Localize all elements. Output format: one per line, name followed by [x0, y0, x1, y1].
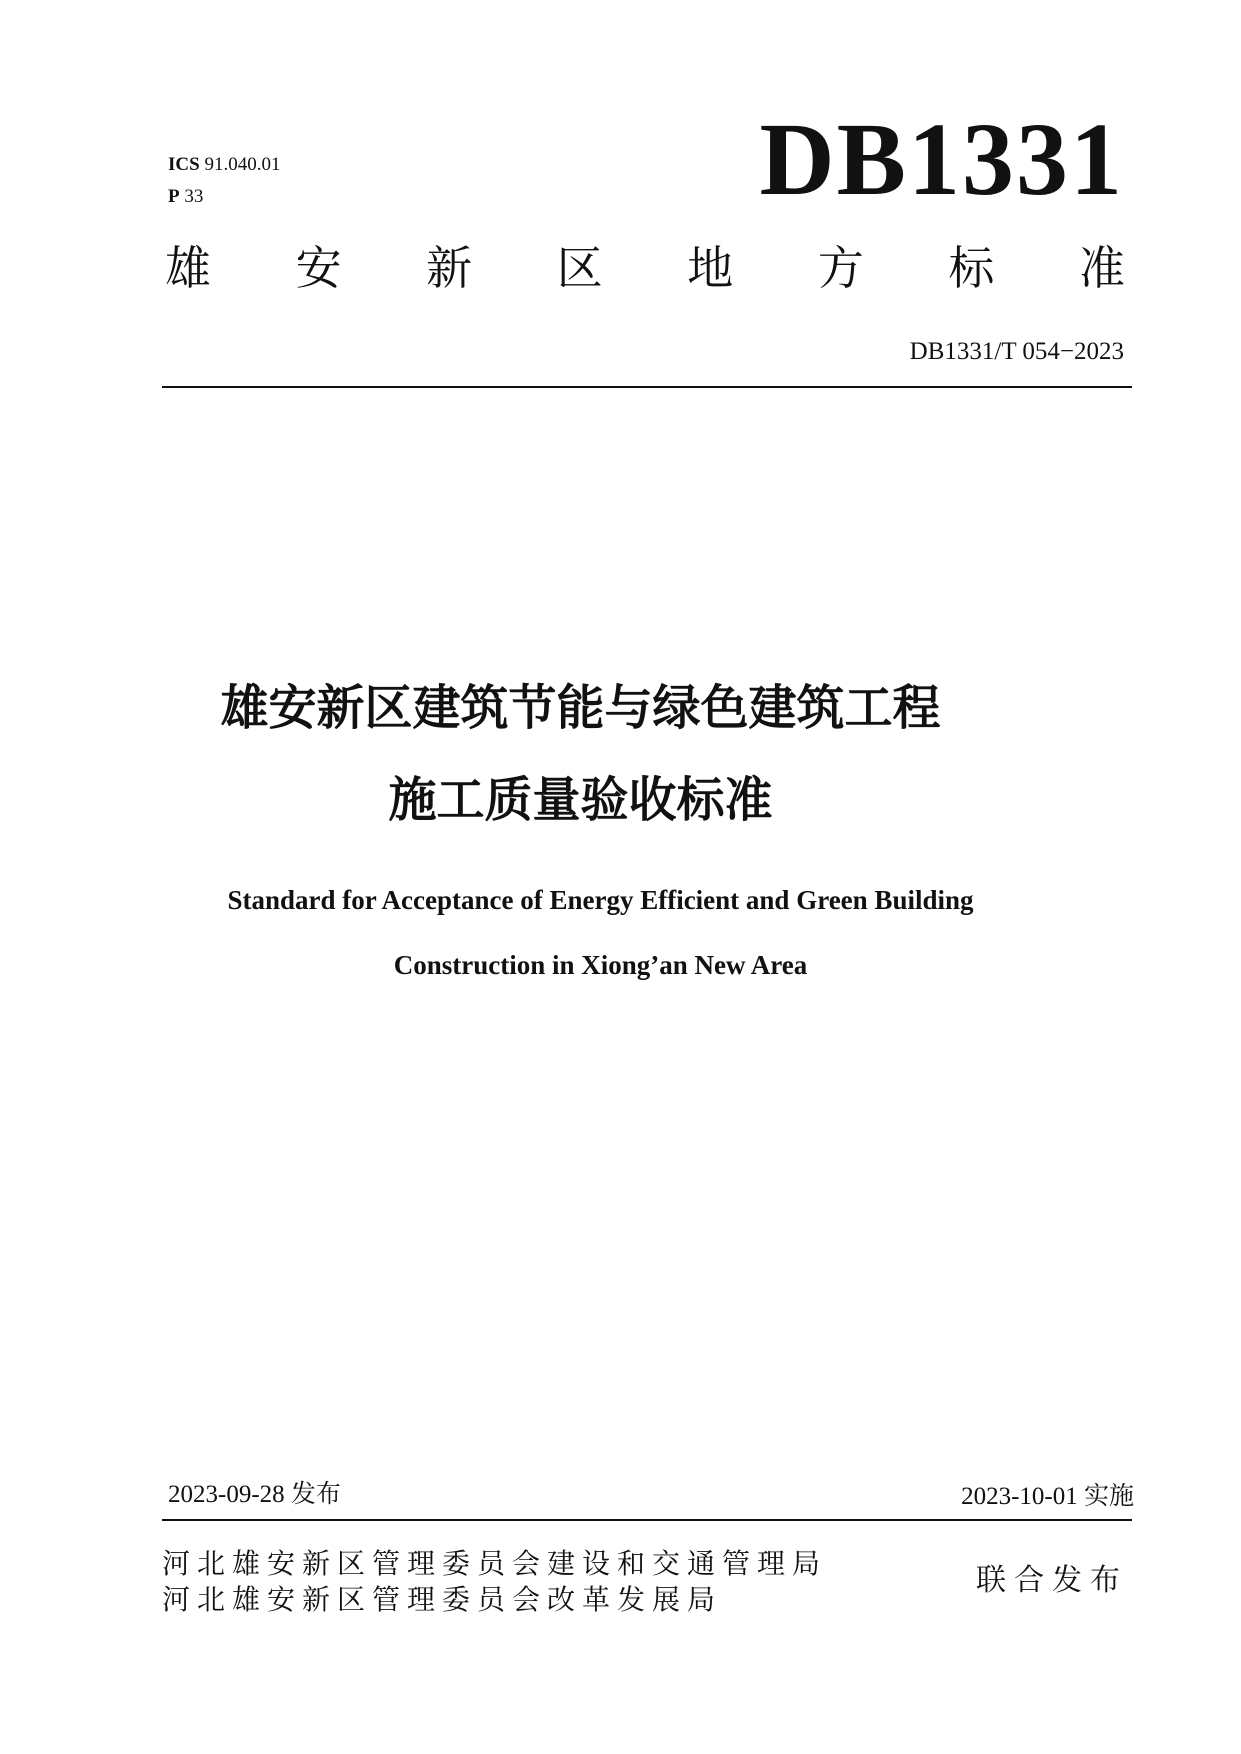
ics-label: ICS — [168, 154, 200, 175]
title-en-line1: Standard for Acceptance of Energy Efficient and Green Building — [227, 885, 974, 915]
standard-number: DB1331/T 054−2023 — [909, 338, 1124, 365]
ics-value: 91.040.01 — [204, 154, 281, 175]
standard-type-char: 方 — [817, 241, 864, 295]
implementation-date: 2023-10-01 实施 — [961, 1483, 1134, 1510]
title-zh-line1: 雄安新区建筑节能与绿色建筑工程 — [220, 680, 941, 736]
standard-type — [165, 238, 1125, 298]
issuer-line: 河北雄安新区管理委员会改革发展局 — [162, 1583, 723, 1616]
ics-code — [168, 154, 280, 176]
standard-type-char: 标 — [948, 241, 995, 295]
issuing-authorities — [162, 1546, 827, 1618]
standard-type-char: 区 — [556, 241, 603, 295]
class-value: 33 — [184, 186, 204, 207]
class-label: P — [168, 186, 180, 207]
issue-date: 2023-09-28 发布 — [168, 1481, 341, 1508]
standard-type-char: 新 — [426, 241, 473, 295]
top-divider — [162, 386, 1132, 388]
standard-type-char: 准 — [1078, 241, 1125, 295]
standard-type-char: 安 — [295, 241, 342, 295]
title-en-line2: Construction in Xiong’an New Area — [393, 950, 808, 980]
issuer-line: 河北雄安新区管理委员会建设和交通管理局 — [162, 1547, 828, 1580]
joint-issue-label: 联合发布 — [976, 1563, 1128, 1598]
title-zh-line2: 施工质量验收标准 — [388, 772, 773, 828]
standard-code: DB1331 — [759, 102, 1124, 217]
standard-type-char: 地 — [687, 241, 734, 295]
standard-type-char: 雄 — [165, 241, 211, 295]
classification-code — [168, 186, 203, 208]
bottom-divider — [162, 1519, 1132, 1521]
